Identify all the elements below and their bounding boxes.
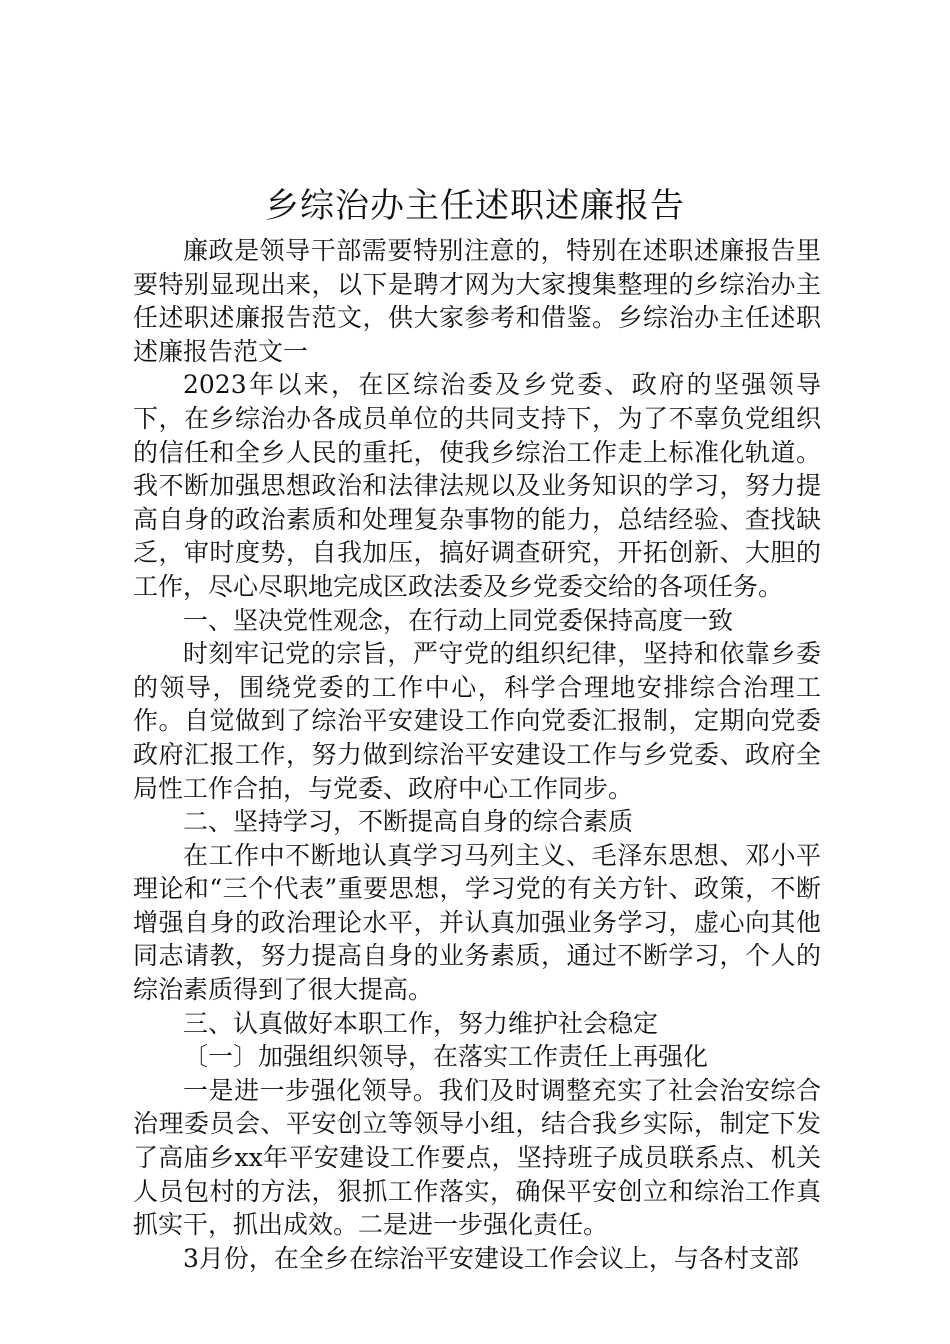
section-heading: 一、坚决党性观念，在行动上同党委保持高度一致 [183,605,734,635]
paragraph: 时刻牢记党的宗旨，严守党的组织纪律，坚持和依靠乡委的领导，围绕党委的工作中心，科学合理地安排综合治理工作。自觉做到了综治平安建设工作向党委汇报制，定期向党委政府汇报工作，努力做到综治平安建设工作与乡党委、政府全局性工作合拍，与党委、政府中心工作同步。 [133,639,821,803]
paragraph: 廉政是领导干部需要特别注意的，特别在述职述廉报告里要特别显现出来，以下是聘才网为大家搜集整理的乡综治办主任述职述廉报告范文，供大家参考和借鉴。乡综治办主任述职述廉报告范文一 [133,236,821,366]
section-heading: 二、坚持学习，不断提高自身的综合素质 [183,807,634,837]
paragraph: 一是进一步强化领导。我们及时调整充实了社会治安综合治理委员会、平安创立等领导小组，结合我乡实际，制定下发了高庙乡xx年平安建设工作要点，坚持班子成员联系点、机关人员包村的方法，狠抓工作落实，确保平安创立和综治工作真抓实干，抓出成效。二是进一步强化责任。 [133,1075,821,1240]
document-body [133,234,821,1275]
paragraph: 2023年以来，在区综治委及乡党委、政府的坚强领导下，在乡综治办各成员单位的共同支持下，为了不辜负党组织的信任和全乡人民的重托，使我乡综治工作走上标准化轨道。我不断加强思想政治和法律法规以及业务知识的学习，努力提高自身的政治素质和处理复杂事物的能力，总结经验、查找缺乏，审时度势，自我加压，搞好调查研究，开拓创新、大胆的工作，尽心尽职地完成区政法委及乡党委交给的各项任务。 [133,370,821,601]
paragraph: 在工作中不断地认真学习马列主义、毛泽东思想、邓小平理论和“三个代表”重要思想，学习党的有关方针、政策，不断增强自身的政治理论水平，并认真加强业务学习，虚心向其他同志请教，努力提高自身的业务素质，通过不断学习，个人的综治素质得到了很大提高。 [133,840,821,1005]
subsection-heading: 〔一〕加强组织领导，在落实工作责任上再强化 [183,1042,709,1072]
paragraph: 3月份，在全乡在综治平安建设工作会议上，与各村支部 [183,1243,799,1273]
section-heading: 三、认真做好本职工作，努力维护社会稳定 [183,1008,659,1038]
document-title: 乡综治办主任述职述廉报告 [265,186,685,226]
